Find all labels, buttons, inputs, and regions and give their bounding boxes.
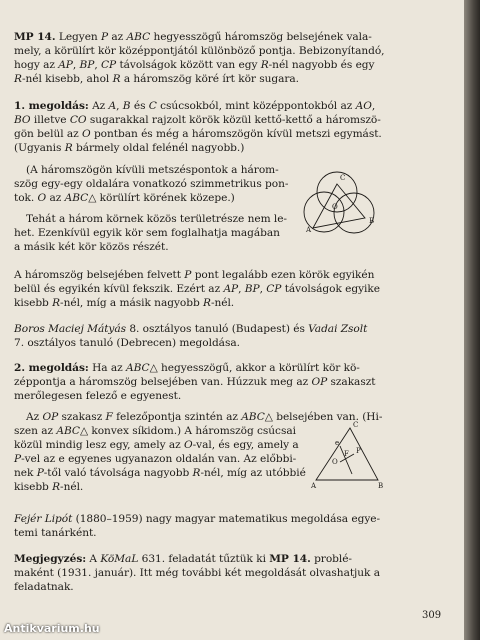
text-line-19: 7. osztályos tanuló (Debrecen) megoldása. [14, 337, 240, 349]
circle-b [334, 193, 374, 233]
label-c2: C [353, 421, 359, 429]
page-number: 309 [422, 610, 442, 621]
label-o2: O [332, 458, 338, 466]
text-line-11: tok. O az ABC△ körülírt körének közepe.) [14, 192, 235, 204]
label-b: B [369, 217, 375, 225]
text-line-2: mely, a körülírt kör középpontjától különböző pontja. Bebizonyítandó, [14, 45, 385, 57]
text-line-16: belül és egyikén kívül fekszik. Ezért az AP, BP, CP távolságok egyike [14, 283, 380, 295]
text-line-5: 1. megoldás: Az A, B és C csúcsokból, mint középpontokból az AO, [14, 100, 376, 112]
figure-circles [300, 168, 392, 248]
label-a2: A [311, 482, 317, 490]
text-line-27: nek P-től való távolsága nagyobb R-nél, míg az utóbbié [14, 467, 306, 479]
text-line-3: hogy az AP, BP, CP távolságok között van egy R-nél nagyobb és egy [14, 59, 375, 71]
watermark: Antikvarium.hu [4, 622, 100, 635]
label-a: A [306, 226, 312, 234]
book-edge [464, 0, 480, 640]
text-line-14: a másik két kör közös részét. [14, 241, 169, 253]
label-o: O [332, 203, 338, 211]
text-line-10: szög egy-egy oldalára vonatkozó szimmetrikus pon- [14, 178, 289, 190]
label-c: C [340, 174, 346, 182]
text-line-6: BO illetve CO sugarakkal rajzolt körök közül kettő-kettő a háromszö- [14, 114, 381, 126]
text-line-13: het. Ezenkívül egyik kör sem foglalhatja magában [14, 227, 280, 239]
text-line-18: Boros Maciej Mátyás 8. osztályos tanuló (Budapest) és Vadai Zsolt [14, 323, 368, 335]
text-line-25: közül mindig lesz egy, amely az O-val, és egy, amely a [14, 439, 299, 451]
label-e: e [335, 439, 340, 447]
text-line-22: merőlegesen felező e egyenest. [14, 390, 182, 402]
figure-triangle [310, 420, 388, 492]
text-line-30: temi tanárként. [14, 527, 97, 539]
text-line-29: Fejér Lipót (1880–1959) nagy magyar matematikus megoldása egye- [14, 513, 380, 525]
text-line-26: P-vel az e egyenes ugyanazon oldalán van. Az előbbi- [14, 453, 297, 465]
text-line-4: R-nél kisebb, ahol R a háromszög köré írt kör sugara. [14, 73, 299, 85]
text-line-9: (A háromszögön kívüli metszéspontok a három- [26, 164, 279, 176]
label-p: P [356, 447, 361, 455]
text-line-15: A háromszög belsejében felvett P pont legalább ezen körök egyikén [14, 269, 375, 281]
text-line-32: maként (1931. január). Itt még további két megoldását olvashatjuk a [14, 567, 381, 579]
text-line-23: Az OP szakasz F felezőpontja szintén az ABC△ belsejében van. (Hi- [26, 411, 383, 423]
text-line-31: Megjegyzés: A KöMaL 631. feladatát tűztük ki MP 14. problé- [14, 553, 352, 565]
label-b2: B [378, 482, 384, 490]
text-line-1: MP 14. Legyen P az ABC hegyesszögű háromszög belsejének vala- [14, 31, 372, 43]
label-f: F [344, 450, 349, 458]
text-line-24: szen az ABC△ konvex síkidom.) A háromszög csúcsai [14, 425, 296, 437]
text-line-8: (Ugyanis R bármely oldal felénél nagyobb.) [14, 142, 245, 154]
text-line-7: gön belül az O pontban és még a háromszögön kívül metszi egymást. [14, 128, 382, 140]
text-line-20: 2. megoldás: Ha az ABC△ hegyesszögű, akkor a körülírt kör kö- [14, 362, 360, 374]
text-line-12: Tehát a három körnek közös területrésze nem le- [26, 213, 287, 225]
text-line-33: feladatnak. [14, 581, 74, 593]
text-line-17: kisebb R-nél, míg a másik nagyobb R-nél. [14, 297, 235, 309]
text-line-28: kisebb R-nél. [14, 481, 84, 493]
text-line-21: zéppontja a háromszög belsejében van. Húzzuk meg az OP szakaszt [14, 376, 376, 388]
